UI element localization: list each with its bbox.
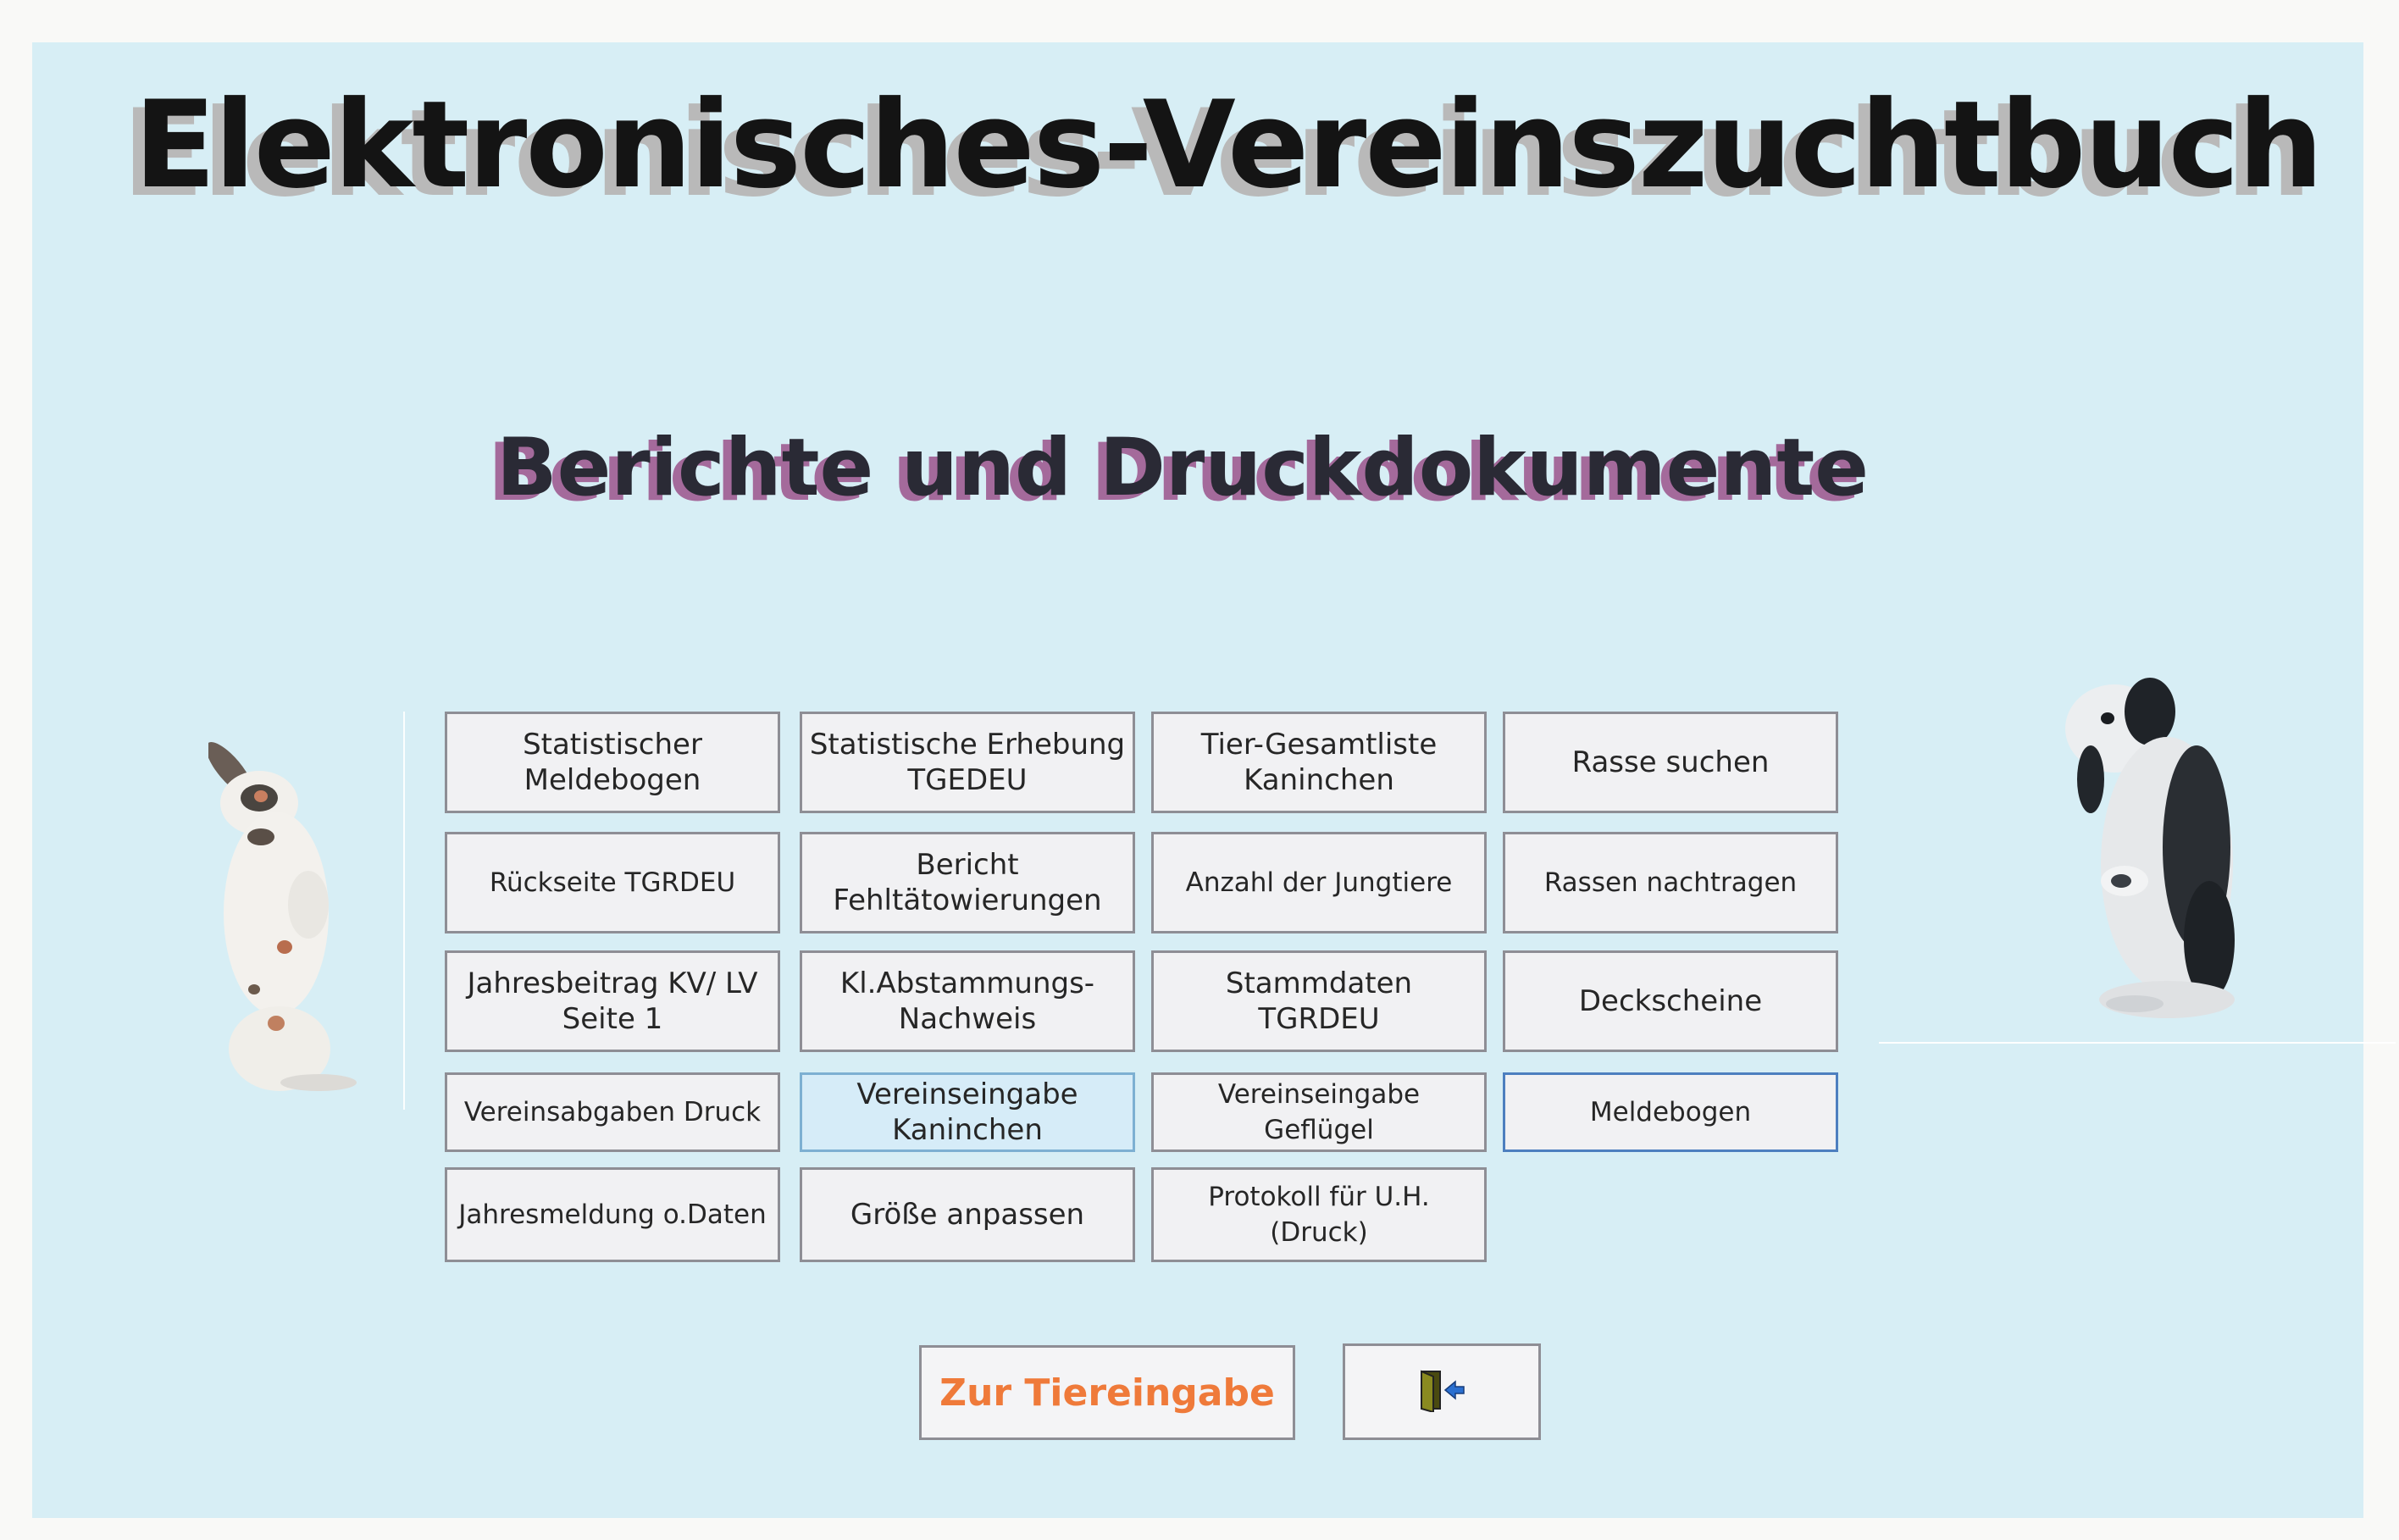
meldebogen-button[interactable]: Meldebogen [1503, 1072, 1838, 1152]
groesse-anpassen-button[interactable]: Größe anpassen [800, 1167, 1135, 1262]
jahresmeldung-button[interactable]: Jahresmeldung o.Daten [445, 1167, 780, 1262]
deckscheine-button[interactable]: Deckscheine [1503, 950, 1838, 1052]
anzahl-jungtiere-button[interactable]: Anzahl der Jungtiere [1151, 832, 1487, 933]
divider-line [1879, 1042, 2396, 1044]
exit-button[interactable] [1343, 1343, 1541, 1440]
rasse-suchen-button[interactable]: Rasse suchen [1503, 712, 1838, 813]
bericht-fehltaetowierungen-button[interactable]: Bericht Fehltätowierungen [800, 832, 1135, 933]
stammdaten-button[interactable]: Stammdaten TGRDEU [1151, 950, 1487, 1052]
vereinseingabe-kaninchen-button[interactable]: Vereinseingabe Kaninchen [800, 1072, 1135, 1152]
statistische-erhebung-button[interactable]: Statistische Erhebung TGEDEU [800, 712, 1135, 813]
rabbit-image-right [2040, 669, 2260, 1033]
statistischer-meldebogen-button[interactable]: Statistischer Meldebogen [445, 712, 780, 813]
app-title: Elektronisches-Vereinszuchtbuch [134, 75, 2322, 215]
rassen-nachtragen-button[interactable]: Rassen nachtragen [1503, 832, 1838, 933]
section-title: Berichte und Druckdokumente [496, 422, 1870, 514]
tier-gesamtliste-button[interactable]: Tier-Gesamtliste Kaninchen [1151, 712, 1487, 813]
abstammungs-nachweis-button[interactable]: Kl.Abstammungs- Nachweis [800, 950, 1135, 1052]
report-form [32, 42, 2363, 1518]
protokoll-uh-button[interactable]: Protokoll für U.H. (Druck) [1151, 1167, 1487, 1262]
jahresbeitrag-button[interactable]: Jahresbeitrag KV/ LV Seite 1 [445, 950, 780, 1052]
zur-tiereingabe-button[interactable]: Zur Tiereingabe [919, 1345, 1295, 1440]
divider-line [403, 712, 405, 1110]
exit-door-icon [1416, 1368, 1467, 1415]
vereinsabgaben-druck-button[interactable]: Vereinsabgaben Druck [445, 1072, 780, 1152]
rabbit-image-left [208, 735, 378, 1108]
rueckseite-button[interactable]: Rückseite TGRDEU [445, 832, 780, 933]
vereinseingabe-gefluegel-button[interactable]: Vereinseingabe Geflügel [1151, 1072, 1487, 1152]
